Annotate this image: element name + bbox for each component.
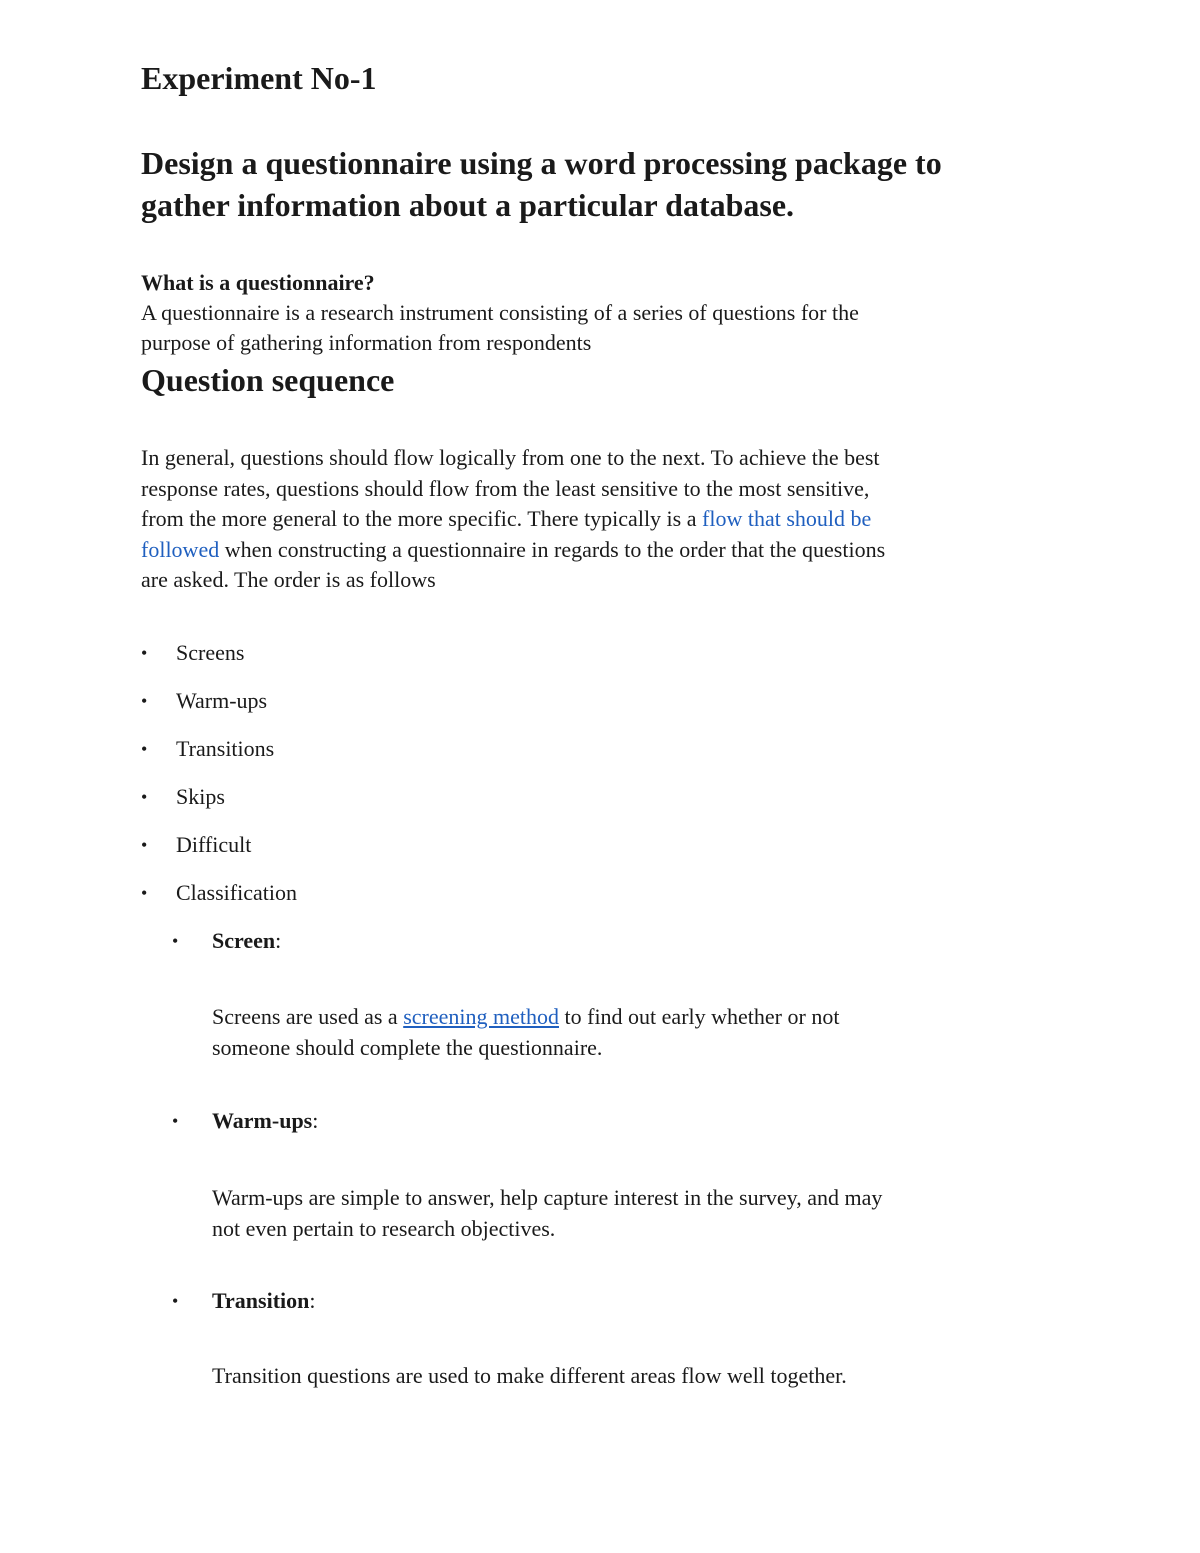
- list-item-label: Transitions: [176, 736, 275, 761]
- transition-heading: [212, 1286, 316, 1316]
- bullet-icon: •: [172, 931, 179, 951]
- warmups-description: [212, 1182, 882, 1244]
- bullet-icon: •: [141, 883, 148, 903]
- bullet-icon: •: [172, 1291, 179, 1311]
- screen-description-line-2: someone should complete the questionnaire.: [212, 1035, 603, 1060]
- screen-description-line-1: [212, 1001, 839, 1032]
- bullet-icon: •: [172, 1111, 179, 1131]
- sequence-paragraph: [141, 443, 885, 596]
- definition-question: What is a questionnaire?: [141, 270, 375, 295]
- definition-paragraph: [141, 298, 859, 358]
- definition-line-1: A questionnaire is a research instrument consisting of a series of questions for the: [141, 300, 859, 325]
- warmups-heading-suffix: :: [312, 1108, 319, 1133]
- bullet-icon: •: [141, 787, 148, 807]
- sequence-line-4-text: when constructing a questionnaire in regards to the order that the questions: [219, 536, 886, 562]
- warmups-heading-label: Warm-ups: [212, 1108, 313, 1133]
- warmups-description-line-2: not even pertain to research objectives.: [212, 1216, 556, 1241]
- flow-link[interactable]: flow that should be: [702, 506, 872, 531]
- definition-line-2: purpose of gathering information from respondents: [141, 330, 592, 355]
- list-item-label: Difficult: [176, 832, 252, 857]
- experiment-heading: Experiment No-1: [141, 60, 377, 96]
- screen-line-1-tail: to find out early whether or not: [559, 1004, 840, 1029]
- bullet-icon: •: [141, 691, 148, 711]
- list-item-label: Classification: [176, 880, 297, 905]
- flow-link-continued[interactable]: followed: [141, 536, 220, 562]
- sequence-line-4: [141, 535, 885, 566]
- transition-heading-label: Transition: [212, 1288, 310, 1313]
- sequence-line-2: response rates, questions should flow from the least sensitive to the most sensitive,: [141, 475, 870, 501]
- screen-line-1-text: Screens are used as a: [212, 1004, 404, 1029]
- title-line-2: gather information about a particular database.: [141, 187, 795, 223]
- screen-heading-suffix: :: [275, 928, 282, 953]
- sequence-heading: Question sequence: [141, 362, 395, 398]
- transition-description: [212, 1360, 847, 1391]
- sequence-line-3: [141, 504, 885, 535]
- sequence-line-3-text: from the more general to the more specific. There typically is a: [141, 506, 702, 531]
- transition-description-line-1: Transition questions are used to make different areas flow well together.: [212, 1363, 847, 1388]
- screening-method-link[interactable]: screening method: [403, 1004, 559, 1029]
- title-line-1: Design a questionnaire using a word processing package to: [141, 145, 942, 181]
- screen-heading: [212, 926, 281, 956]
- list-item-label: Skips: [176, 784, 225, 809]
- bullet-icon: •: [141, 643, 148, 663]
- bullet-icon: •: [141, 835, 148, 855]
- warmups-heading: [212, 1106, 318, 1136]
- sequence-line-1: In general, questions should flow logically from one to the next. To achieve the best: [141, 445, 880, 470]
- screen-description: [212, 1001, 839, 1063]
- warmups-description-line-1: Warm-ups are simple to answer, help capture interest in the survey, and may: [212, 1185, 883, 1210]
- list-item-label: Warm-ups: [176, 688, 268, 713]
- list-item-label: Screens: [176, 640, 245, 665]
- sequence-line-5: are asked. The order is as follows: [141, 567, 436, 592]
- bullet-icon: •: [141, 739, 148, 759]
- transition-heading-suffix: :: [309, 1288, 316, 1313]
- title-heading: [141, 142, 942, 226]
- screen-heading-label: Screen: [212, 928, 276, 953]
